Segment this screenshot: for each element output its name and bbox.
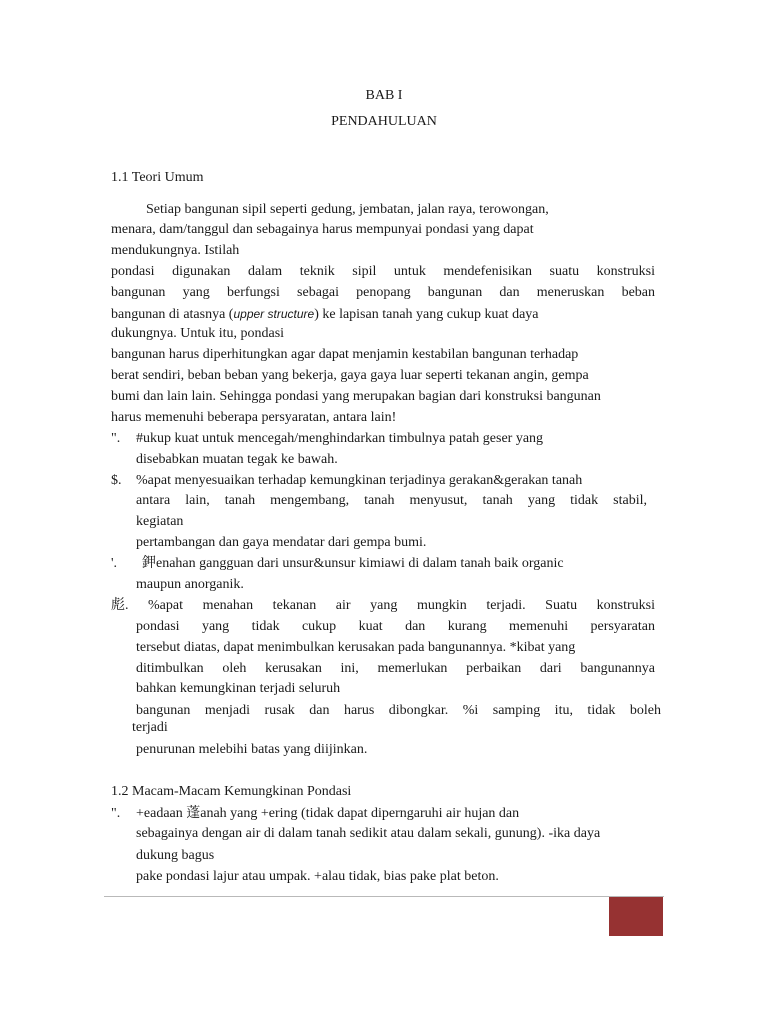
list-marker: 彪. bbox=[111, 598, 129, 613]
list-item-line: sebagainya dengan air di dalam tanah sedikit atau dalam sekali, gunung). -ika daya bbox=[136, 826, 601, 841]
body-line-part: bangunan di atasnya ( bbox=[111, 307, 234, 322]
list-item-line: tersebut diatas, dapat menimbulkan kerusakan pada bangunannya. *kibat yang bbox=[136, 640, 576, 655]
list-item-line: dukung bagus bbox=[136, 848, 215, 863]
list-marker: ". bbox=[111, 806, 121, 821]
italic-term: upper structure bbox=[233, 307, 315, 321]
list-item-line: 鉀enahan gangguan dari unsur&unsur kimiawi di dalam tanah baik organic bbox=[142, 556, 564, 571]
section-heading-2: 1.2 Macam-Macam Kemungkinan Pondasi bbox=[111, 784, 352, 799]
list-item-line: antara lain, tanah mengembang, tanah menyusut, tanah yang tidak stabil, bbox=[136, 493, 647, 508]
list-marker: $. bbox=[111, 473, 122, 488]
list-item-line: +eadaan 蓬anah yang +ering (tidak dapat diperngaruhi air hujan dan bbox=[136, 806, 520, 821]
list-item-line: disebabkan muatan tegak ke bawah. bbox=[136, 452, 338, 467]
list-item-line: penurunan melebihi batas yang diijinkan. bbox=[136, 742, 368, 757]
chapter-number: BAB I bbox=[365, 88, 403, 103]
body-line: menara, dam/tanggul dan sebagainya harus mempunyai pondasi yang dapat bbox=[111, 222, 534, 237]
body-line: Setiap bangunan sipil seperti gedung, jembatan, jalan raya, terowongan, bbox=[146, 202, 549, 217]
list-item-line: pertambangan dan gaya mendatar dari gempa bumi. bbox=[136, 535, 427, 550]
footer-divider bbox=[104, 896, 664, 897]
list-item-line: pondasi yang tidak cukup kuat dan kurang memenuhi persyaratan bbox=[136, 619, 655, 634]
body-line-mixed bbox=[111, 306, 539, 323]
body-line: harus memenuhi beberapa persyaratan, antara lain! bbox=[111, 410, 397, 425]
footer-color-block bbox=[609, 897, 663, 936]
list-item-line: %apat menyesuaikan terhadap kemungkinan terjadinya gerakan&gerakan tanah bbox=[136, 473, 583, 488]
list-item-line: bahkan kemungkinan terjadi seluruh bbox=[136, 681, 341, 696]
body-line: mendukungnya. Istilah bbox=[111, 243, 240, 258]
body-line: bangunan yang berfungsi sebagai penopang bangunan dan meneruskan beban bbox=[111, 285, 655, 300]
body-line: bangunan harus diperhitungkan agar dapat menjamin kestabilan bangunan terhadap bbox=[111, 347, 579, 362]
chapter-title: PENDAHULUAN bbox=[331, 114, 437, 129]
list-item-line: maupun anorganik. bbox=[136, 577, 244, 592]
body-line-part: ) ke lapisan tanah yang cukup kuat daya bbox=[314, 307, 539, 322]
body-line: pondasi digunakan dalam teknik sipil untuk mendefenisikan suatu konstruksi bbox=[111, 264, 655, 279]
list-marker: '. bbox=[111, 556, 118, 571]
body-line: bumi dan lain lain. Sehingga pondasi yang merupakan bagian dari konstruksi bangunan bbox=[111, 389, 601, 404]
list-item-line: pake pondasi lajur atau umpak. +alau tidak, bias pake plat beton. bbox=[136, 869, 499, 884]
list-item-line: kegiatan bbox=[136, 514, 184, 529]
list-item-line: ditimbulkan oleh kerusakan ini, memerlukan perbaikan dari bangunannya bbox=[136, 661, 655, 676]
list-item-line: bangunan menjadi rusak dan harus dibongkar. %i samping itu, tidak boleh bbox=[136, 703, 661, 718]
list-item-line: #ukup kuat untuk mencegah/menghindarkan timbulnya patah geser yang bbox=[136, 431, 544, 446]
list-item-line: %apat menahan tekanan air yang mungkin terjadi. Suatu konstruksi bbox=[148, 598, 655, 613]
body-line: berat sendiri, beban beban yang bekerja, gaya gaya luar seperti tekanan angin, gempa bbox=[111, 368, 589, 383]
list-marker: ". bbox=[111, 431, 121, 446]
body-line: dukungnya. Untuk itu, pondasi bbox=[111, 326, 285, 341]
section-heading-1: 1.1 Teori Umum bbox=[111, 170, 204, 185]
list-item-line: terjadi bbox=[132, 720, 168, 735]
